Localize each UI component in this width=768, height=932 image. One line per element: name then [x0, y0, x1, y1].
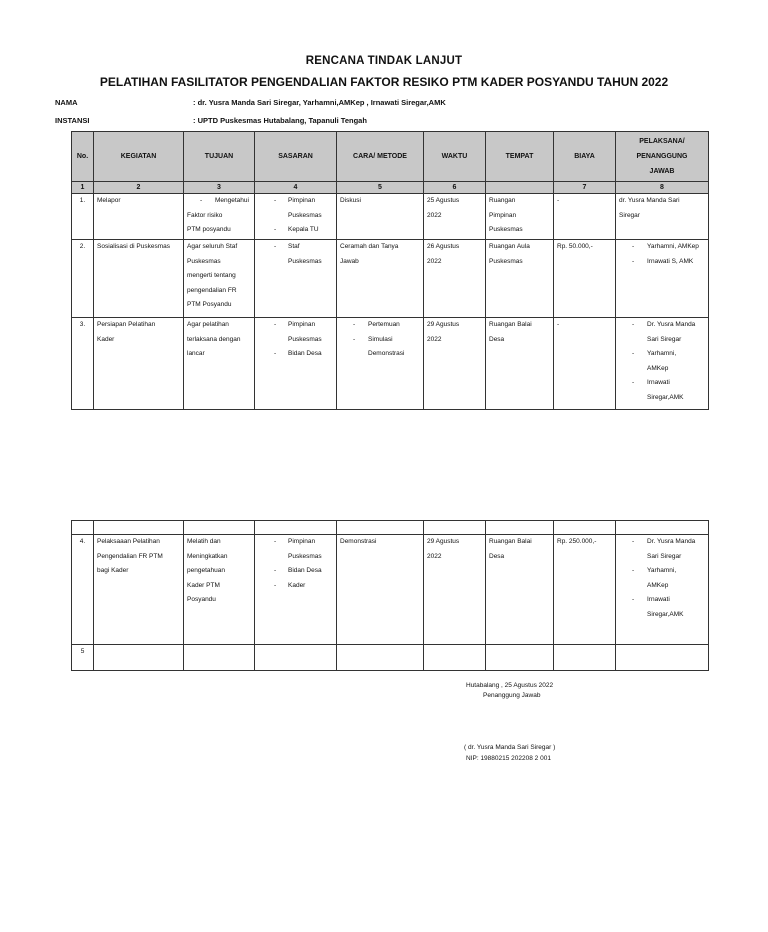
list-item-continued: Puskesmas: [288, 552, 322, 560]
tempat-line: Ruangan Balai: [489, 321, 532, 328]
list-item: - Irnawati: [632, 596, 670, 603]
tempat-line: Pimpinan: [489, 211, 517, 219]
row-waktu: [424, 318, 486, 410]
table-row: [72, 535, 709, 645]
column-number-row: [72, 182, 709, 194]
document-subtitle: PELATIHAN FASILITATOR PENGENDALIAN FAKTOR RESIKO PTM KADER POSYANDU TAHUN 2022: [99, 75, 669, 89]
row-biaya: Rp. 50.000,-: [554, 240, 616, 318]
header-pelaksana-line1: PELAKSANA/: [639, 138, 685, 145]
tujuan-line: Agar pelatihan: [187, 321, 229, 328]
list-item: - Kader: [274, 581, 306, 589]
list-item-continued: Siregar,AMK: [647, 393, 684, 401]
tujuan-line: pengendalian FR: [187, 286, 237, 294]
list-item-continued: PTM posyandu: [187, 226, 231, 233]
row-tujuan: [184, 318, 255, 410]
list-item: - Pertemuan: [353, 321, 400, 328]
waktu-line: 2022: [427, 335, 442, 343]
col-number: 1: [72, 182, 94, 194]
header-sasaran: SASARAN: [255, 132, 337, 182]
list-item: - Dr. Yusra Manda: [632, 321, 696, 328]
row-metode: [337, 318, 424, 410]
row-no: 1.: [72, 194, 94, 240]
col-number: [486, 182, 554, 194]
row-kegiatan: [94, 318, 184, 410]
list-item: - Simulasi: [353, 335, 393, 343]
row-waktu: [424, 240, 486, 318]
row-no: 5: [72, 645, 94, 671]
row-pelaksana: [616, 318, 709, 410]
metode-line: Jawab: [340, 257, 359, 265]
tujuan-line: terlaksana dengan: [187, 335, 241, 343]
tempat-line: Ruangan Balai: [489, 538, 532, 545]
row-sasaran: [255, 535, 337, 645]
header-biaya: BIAYA: [554, 132, 616, 182]
nama-label: NAMA: [55, 98, 78, 107]
header-no: No.: [72, 132, 94, 182]
table-row-empty: [72, 521, 709, 535]
row-tujuan: [184, 194, 255, 240]
waktu-line: 26 Agustus: [427, 243, 460, 250]
tempat-line: Desa: [489, 552, 505, 560]
row-kegiatan: [94, 535, 184, 645]
list-item-continued: Sari Siregar: [647, 552, 682, 560]
table-row: [72, 318, 709, 410]
kegiatan-line: Kader: [97, 335, 115, 343]
waktu-line: 2022: [427, 257, 442, 265]
tujuan-line: lancar: [187, 350, 205, 357]
header-pelaksana: [616, 132, 709, 182]
list-item: - Yarhamni, AMKep: [632, 243, 699, 250]
document-title: RENCANA TINDAK LANJUT: [305, 55, 463, 67]
col-number: 5: [337, 182, 424, 194]
tujuan-line: Melatih dan: [187, 538, 221, 545]
header-pelaksana-line3: JAWAB: [649, 168, 675, 175]
header-tempat: TEMPAT: [486, 132, 554, 182]
list-item: - Yarhamni,: [632, 567, 677, 574]
row-pelaksana: [616, 535, 709, 645]
signature-role: Penanggung Jawab: [483, 692, 541, 699]
tempat-line: Puskesmas: [489, 226, 523, 233]
list-item: - Bidan Desa: [274, 350, 322, 357]
row-tempat: [486, 240, 554, 318]
tujuan-line: pengetahuan: [187, 567, 225, 574]
row-waktu: [424, 194, 486, 240]
list-item: - Irnawati S, AMK: [632, 257, 694, 265]
row-metode: Diskusi: [337, 194, 424, 240]
nama-value: : dr. Yusra Manda Sari Siregar, Yarhamni,AMKep , Irnawati Siregar,AMK: [193, 98, 446, 107]
list-item-continued: AMKep: [647, 581, 669, 589]
list-item-continued: AMKep: [647, 364, 669, 372]
table-header-row: [72, 132, 709, 182]
signature-place-date: Hutabalang , 25 Agustus 2022: [466, 682, 554, 689]
plan-table-part2: [71, 520, 709, 671]
kegiatan-line: Persiapan Pelatihan: [97, 321, 156, 328]
row-tempat: [486, 318, 554, 410]
row-metode: [337, 240, 424, 318]
tempat-line: Ruangan Aula: [489, 243, 530, 250]
row-kegiatan: Melapor: [94, 194, 184, 240]
tujuan-line: Meningkatkan: [187, 552, 228, 560]
list-item: - Irnawati: [632, 379, 670, 386]
header-metode: CARA/ METODE: [337, 132, 424, 182]
tujuan-line: PTM Posyandu: [187, 301, 232, 308]
list-item-continued: Demonstrasi: [368, 350, 405, 357]
list-item: - Pimpinan: [274, 321, 316, 328]
header-kegiatan: KEGIATAN: [94, 132, 184, 182]
col-number: 2: [94, 182, 184, 194]
kegiatan-line: Pengendalian FR PTM: [97, 552, 163, 560]
waktu-line: 29 Agustus: [427, 538, 460, 545]
signature-nip: NIP: 19880215 202208 2 001: [466, 755, 551, 762]
col-number: 7: [554, 182, 616, 194]
tempat-line: Puskesmas: [489, 257, 523, 265]
list-item: - Staf: [274, 243, 300, 250]
waktu-line: 2022: [427, 211, 442, 219]
pelaksana-line: dr. Yusra Manda Sari: [619, 197, 680, 204]
list-item: - Bidan Desa: [274, 567, 322, 574]
list-item: - Dr. Yusra Manda: [632, 538, 696, 545]
kegiatan-line: Pelaksaaan Pelatihan: [97, 538, 160, 545]
kegiatan-line: bagi Kader: [97, 567, 129, 574]
list-item-continued: Faktor risiko: [187, 211, 223, 219]
tempat-line: Ruangan: [489, 197, 516, 204]
col-number: 4: [255, 182, 337, 194]
row-metode: Demonstrasi: [337, 535, 424, 645]
tujuan-line: Agar seluruh Staf: [187, 243, 238, 250]
header-pelaksana-line2: PENANGGUNG: [636, 153, 688, 160]
instansi-label: INSTANSI: [55, 116, 90, 125]
tujuan-line: Kader PTM: [187, 581, 220, 589]
tujuan-line: mengerti tentang: [187, 272, 236, 279]
row-sasaran: [255, 318, 337, 410]
list-item: - Pimpinan: [274, 197, 316, 204]
header-waktu: WAKTU: [424, 132, 486, 182]
list-item-continued: Puskesmas: [288, 257, 322, 265]
row-sasaran: [255, 240, 337, 318]
pelaksana-line: Siregar: [619, 211, 640, 219]
row-kegiatan: Sosialisasi di Puskesmas: [94, 240, 184, 318]
signature-name: ( dr. Yusra Manda Sari Siregar ): [464, 744, 556, 751]
list-item-continued: Siregar,AMK: [647, 610, 684, 618]
row-biaya: -: [554, 318, 616, 410]
list-item: - Pimpinan: [274, 538, 316, 545]
metode-line: Ceramah dan Tanya: [340, 243, 399, 250]
row-no: 3.: [72, 318, 94, 410]
tempat-line: Desa: [489, 335, 505, 343]
row-pelaksana: [616, 194, 709, 240]
row-tempat: [486, 535, 554, 645]
waktu-line: 29 Agustus: [427, 321, 460, 328]
header-tujuan: TUJUAN: [184, 132, 255, 182]
row-pelaksana: [616, 240, 709, 318]
row-tujuan: [184, 535, 255, 645]
row-sasaran: [255, 194, 337, 240]
waktu-line: 2022: [427, 552, 442, 560]
row-tempat: [486, 194, 554, 240]
table-row: [72, 240, 709, 318]
instansi-value: : UPTD Puskesmas Hutabalang, Tapanuli Tengah: [193, 116, 367, 125]
list-item: - Kepala TU: [274, 226, 319, 233]
col-number: 6: [424, 182, 486, 194]
row-no: 2.: [72, 240, 94, 318]
list-item-continued: Puskesmas: [288, 335, 322, 343]
list-item-continued: Sari Siregar: [647, 335, 682, 343]
row-biaya: Rp. 250.000,-: [554, 535, 616, 645]
list-item: - Mengetahui: [200, 197, 249, 204]
tujuan-line: Puskesmas: [187, 257, 221, 265]
waktu-line: 25 Agustus: [427, 197, 460, 204]
plan-table-part1: [71, 131, 709, 410]
col-number: 8: [616, 182, 709, 194]
table-row: [72, 194, 709, 240]
row-biaya: -: [554, 194, 616, 240]
list-item: - Yarhamni,: [632, 350, 677, 357]
row-no: 4.: [72, 535, 94, 645]
row-tujuan: [184, 240, 255, 318]
tujuan-line: Posyandu: [187, 596, 216, 603]
col-number: 3: [184, 182, 255, 194]
list-item-continued: Puskesmas: [288, 211, 322, 219]
row-waktu: [424, 535, 486, 645]
table-row: [72, 645, 709, 671]
